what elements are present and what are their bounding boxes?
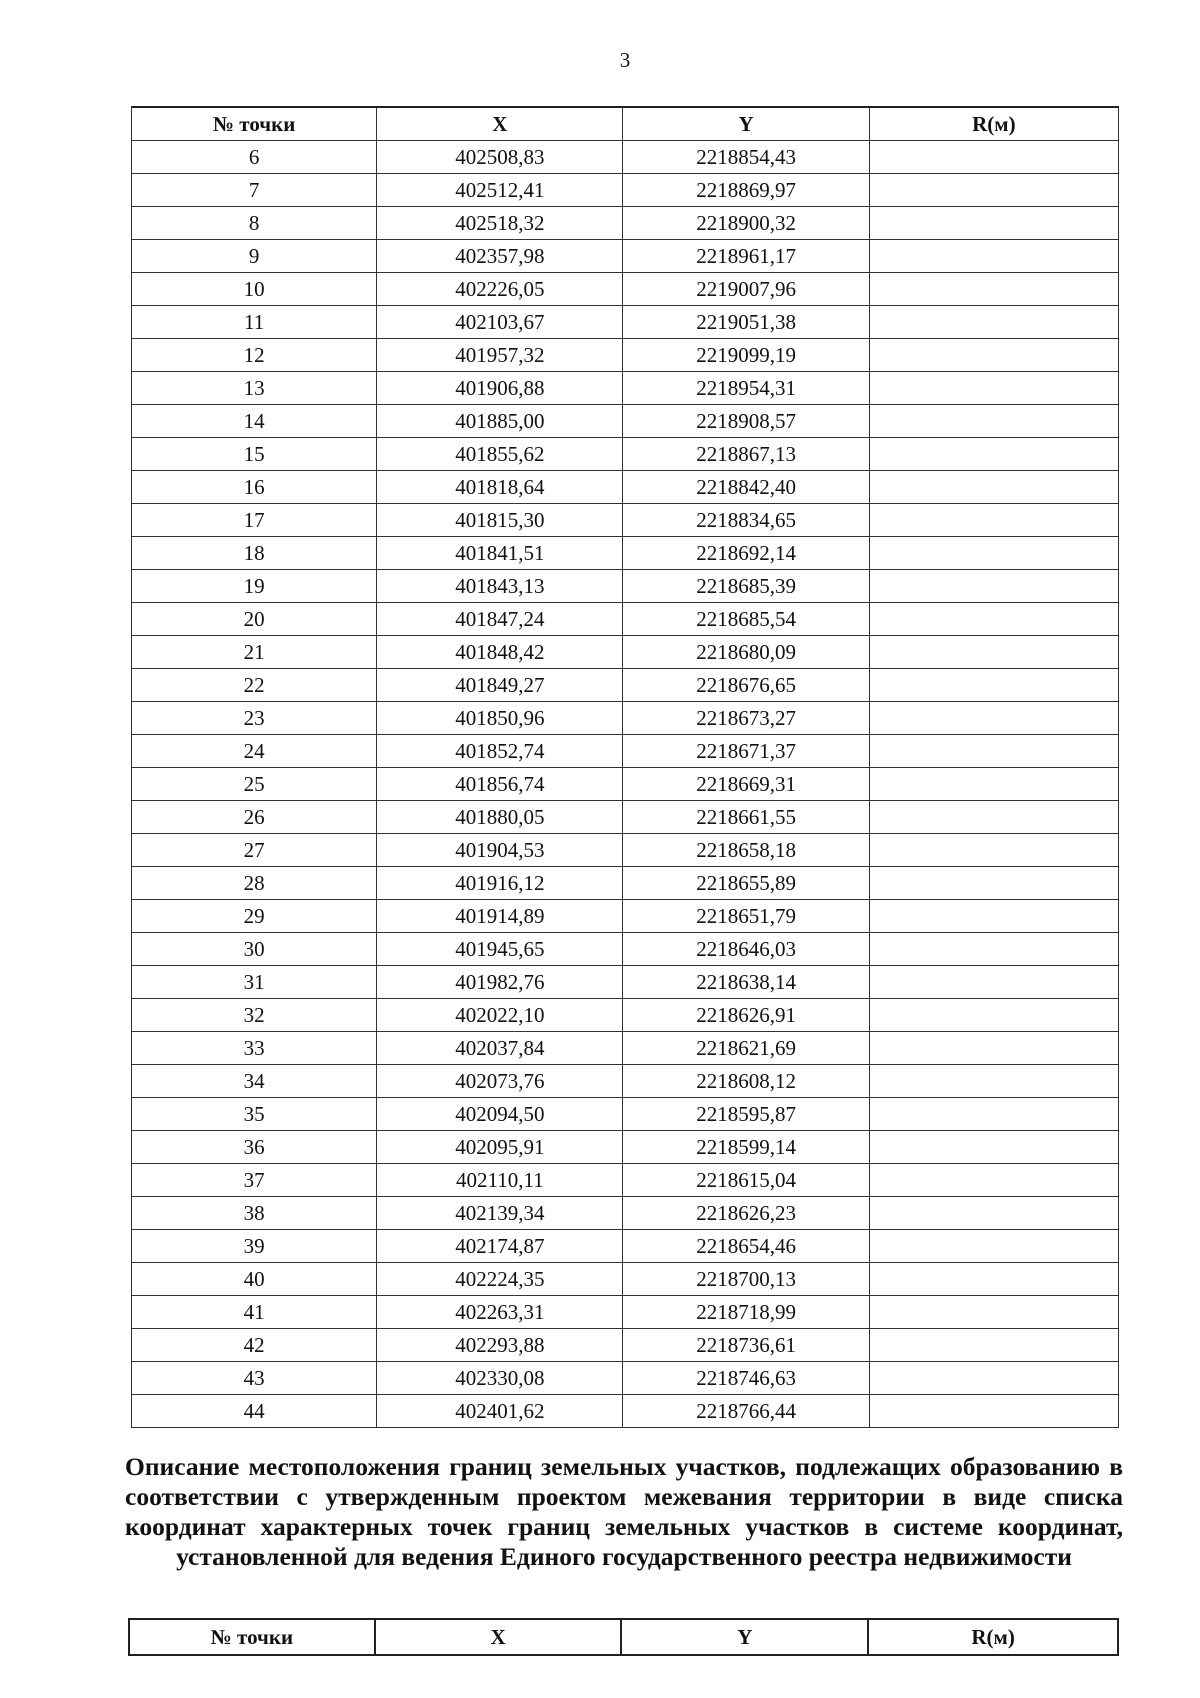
cell-point-number: 28 bbox=[132, 867, 377, 900]
table-row bbox=[132, 339, 1119, 372]
cell-point-number: 44 bbox=[132, 1395, 377, 1428]
cell-x: 402512,41 bbox=[377, 174, 623, 207]
cell-x: 402263,31 bbox=[377, 1296, 623, 1329]
cell-point-number: 11 bbox=[132, 306, 377, 339]
cell-y: 2218638,14 bbox=[623, 966, 869, 999]
cell-radius bbox=[869, 471, 1118, 504]
cell-x: 401815,30 bbox=[377, 504, 623, 537]
cell-y: 2219007,96 bbox=[623, 273, 869, 306]
page-number: 3 bbox=[619, 48, 631, 72]
cell-y: 2218673,27 bbox=[623, 702, 869, 735]
cell-radius bbox=[869, 1230, 1118, 1263]
cell-y: 2218626,91 bbox=[623, 999, 869, 1032]
cell-point-number: 20 bbox=[132, 603, 377, 636]
header-y: Y bbox=[623, 107, 869, 141]
cell-radius bbox=[869, 240, 1118, 273]
cell-x: 402037,84 bbox=[377, 1032, 623, 1065]
cell-radius bbox=[869, 933, 1118, 966]
cell-x: 402103,67 bbox=[377, 306, 623, 339]
cell-y: 2218680,09 bbox=[623, 636, 869, 669]
header-x: X bbox=[375, 1619, 622, 1655]
table-row bbox=[132, 1395, 1119, 1428]
cell-point-number: 16 bbox=[132, 471, 377, 504]
table-row bbox=[132, 471, 1119, 504]
table-row bbox=[132, 306, 1119, 339]
cell-y: 2218700,13 bbox=[623, 1263, 869, 1296]
cell-x: 401843,13 bbox=[377, 570, 623, 603]
cell-y: 2218685,39 bbox=[623, 570, 869, 603]
cell-y: 2218646,03 bbox=[623, 933, 869, 966]
cell-y: 2218954,31 bbox=[623, 372, 869, 405]
cell-radius bbox=[869, 603, 1118, 636]
cell-x: 402330,08 bbox=[377, 1362, 623, 1395]
cell-x: 402357,98 bbox=[377, 240, 623, 273]
table-row bbox=[132, 603, 1119, 636]
cell-point-number: 23 bbox=[132, 702, 377, 735]
cell-radius bbox=[869, 405, 1118, 438]
cell-radius bbox=[869, 372, 1118, 405]
cell-radius bbox=[869, 834, 1118, 867]
table-row bbox=[132, 999, 1119, 1032]
cell-point-number: 42 bbox=[132, 1329, 377, 1362]
cell-radius bbox=[869, 999, 1118, 1032]
cell-y: 2218595,87 bbox=[623, 1098, 869, 1131]
table-row bbox=[132, 570, 1119, 603]
cell-x: 402073,76 bbox=[377, 1065, 623, 1098]
table-row bbox=[132, 207, 1119, 240]
cell-radius bbox=[869, 1263, 1118, 1296]
table-header-row bbox=[129, 1619, 1118, 1655]
cell-point-number: 40 bbox=[132, 1263, 377, 1296]
cell-radius bbox=[869, 174, 1118, 207]
cell-y: 2218692,14 bbox=[623, 537, 869, 570]
coordinates-table-2 bbox=[128, 1618, 1119, 1656]
table-row bbox=[132, 372, 1119, 405]
cell-radius bbox=[869, 339, 1118, 372]
cell-point-number: 7 bbox=[132, 174, 377, 207]
cell-point-number: 12 bbox=[132, 339, 377, 372]
cell-x: 402401,62 bbox=[377, 1395, 623, 1428]
cell-point-number: 27 bbox=[132, 834, 377, 867]
cell-y: 2218746,63 bbox=[623, 1362, 869, 1395]
cell-x: 402508,83 bbox=[377, 141, 623, 174]
cell-radius bbox=[869, 1362, 1118, 1395]
cell-radius bbox=[869, 1395, 1118, 1428]
cell-radius bbox=[869, 966, 1118, 999]
cell-x: 402518,32 bbox=[377, 207, 623, 240]
cell-x: 401847,24 bbox=[377, 603, 623, 636]
cell-point-number: 30 bbox=[132, 933, 377, 966]
table-row bbox=[132, 1098, 1119, 1131]
cell-point-number: 29 bbox=[132, 900, 377, 933]
table-row bbox=[132, 1230, 1119, 1263]
cell-radius bbox=[869, 1131, 1118, 1164]
table-row bbox=[132, 933, 1119, 966]
cell-y: 2218621,69 bbox=[623, 1032, 869, 1065]
cell-y: 2219099,19 bbox=[623, 339, 869, 372]
cell-point-number: 19 bbox=[132, 570, 377, 603]
table-row bbox=[132, 1164, 1119, 1197]
cell-y: 2218655,89 bbox=[623, 867, 869, 900]
cell-radius bbox=[869, 636, 1118, 669]
cell-radius bbox=[869, 141, 1118, 174]
cell-radius bbox=[869, 273, 1118, 306]
table-row bbox=[132, 537, 1119, 570]
table-row bbox=[132, 174, 1119, 207]
cell-radius bbox=[869, 570, 1118, 603]
cell-x: 401916,12 bbox=[377, 867, 623, 900]
cell-x: 401856,74 bbox=[377, 768, 623, 801]
cell-y: 2218608,12 bbox=[623, 1065, 869, 1098]
table-row bbox=[132, 702, 1119, 735]
cell-y: 2218834,65 bbox=[623, 504, 869, 537]
cell-x: 401848,42 bbox=[377, 636, 623, 669]
table-row bbox=[132, 240, 1119, 273]
cell-point-number: 25 bbox=[132, 768, 377, 801]
cell-x: 401885,00 bbox=[377, 405, 623, 438]
cell-y: 2218669,31 bbox=[623, 768, 869, 801]
cell-point-number: 34 bbox=[132, 1065, 377, 1098]
section-description: Описание местоположения границ земельных участков, подлежащих образованию в соответствии с утвержденным проектом межевания территории в виде списка координат характерных точек границ земельных участков в системе координат, установленной для ведения Единого государственного реестра недвижимости bbox=[125, 1452, 1123, 1571]
cell-point-number: 41 bbox=[132, 1296, 377, 1329]
cell-radius bbox=[869, 1032, 1118, 1065]
cell-y: 2218658,18 bbox=[623, 834, 869, 867]
cell-radius bbox=[869, 867, 1118, 900]
cell-radius bbox=[869, 1197, 1118, 1230]
cell-point-number: 10 bbox=[132, 273, 377, 306]
table-row bbox=[132, 1065, 1119, 1098]
header-point-number: № точки bbox=[129, 1619, 375, 1655]
table-row bbox=[132, 1197, 1119, 1230]
cell-point-number: 39 bbox=[132, 1230, 377, 1263]
cell-radius bbox=[869, 1065, 1118, 1098]
cell-y: 2218736,61 bbox=[623, 1329, 869, 1362]
cell-y: 2219051,38 bbox=[623, 306, 869, 339]
cell-x: 401841,51 bbox=[377, 537, 623, 570]
cell-y: 2218766,44 bbox=[623, 1395, 869, 1428]
table-row bbox=[132, 669, 1119, 702]
table-row bbox=[132, 405, 1119, 438]
cell-point-number: 43 bbox=[132, 1362, 377, 1395]
table-row bbox=[132, 273, 1119, 306]
cell-y: 2218900,32 bbox=[623, 207, 869, 240]
cell-y: 2218718,99 bbox=[623, 1296, 869, 1329]
table-row bbox=[132, 1296, 1119, 1329]
cell-point-number: 26 bbox=[132, 801, 377, 834]
cell-y: 2218685,54 bbox=[623, 603, 869, 636]
cell-x: 402110,11 bbox=[377, 1164, 623, 1197]
cell-x: 401914,89 bbox=[377, 900, 623, 933]
table-row bbox=[132, 768, 1119, 801]
cell-radius bbox=[869, 438, 1118, 471]
table-row bbox=[132, 735, 1119, 768]
table-row bbox=[132, 1263, 1119, 1296]
cell-point-number: 15 bbox=[132, 438, 377, 471]
cell-point-number: 31 bbox=[132, 966, 377, 999]
cell-x: 402139,34 bbox=[377, 1197, 623, 1230]
cell-point-number: 17 bbox=[132, 504, 377, 537]
table-header-row bbox=[132, 107, 1119, 141]
cell-x: 401906,88 bbox=[377, 372, 623, 405]
cell-x: 401880,05 bbox=[377, 801, 623, 834]
table-row bbox=[132, 438, 1119, 471]
cell-x: 402293,88 bbox=[377, 1329, 623, 1362]
table-row bbox=[132, 141, 1119, 174]
table-row bbox=[132, 504, 1119, 537]
cell-y: 2218961,17 bbox=[623, 240, 869, 273]
cell-radius bbox=[869, 768, 1118, 801]
cell-radius bbox=[869, 1329, 1118, 1362]
cell-point-number: 9 bbox=[132, 240, 377, 273]
cell-y: 2218676,65 bbox=[623, 669, 869, 702]
cell-y: 2218599,14 bbox=[623, 1131, 869, 1164]
cell-x: 401957,32 bbox=[377, 339, 623, 372]
cell-y: 2218869,97 bbox=[623, 174, 869, 207]
table-row bbox=[132, 900, 1119, 933]
cell-radius bbox=[869, 702, 1118, 735]
table-row bbox=[132, 801, 1119, 834]
table-row bbox=[132, 636, 1119, 669]
cell-y: 2218867,13 bbox=[623, 438, 869, 471]
cell-x: 402095,91 bbox=[377, 1131, 623, 1164]
cell-x: 401818,64 bbox=[377, 471, 623, 504]
cell-point-number: 22 bbox=[132, 669, 377, 702]
header-radius: R(м) bbox=[868, 1619, 1118, 1655]
cell-point-number: 35 bbox=[132, 1098, 377, 1131]
table-row bbox=[132, 1032, 1119, 1065]
cell-point-number: 32 bbox=[132, 999, 377, 1032]
cell-y: 2218626,23 bbox=[623, 1197, 869, 1230]
table-row bbox=[132, 1362, 1119, 1395]
header-y: Y bbox=[621, 1619, 868, 1655]
cell-radius bbox=[869, 306, 1118, 339]
cell-radius bbox=[869, 801, 1118, 834]
cell-radius bbox=[869, 537, 1118, 570]
header-x: X bbox=[377, 107, 623, 141]
cell-x: 402094,50 bbox=[377, 1098, 623, 1131]
cell-x: 402224,35 bbox=[377, 1263, 623, 1296]
cell-point-number: 36 bbox=[132, 1131, 377, 1164]
cell-point-number: 8 bbox=[132, 207, 377, 240]
coordinates-table bbox=[131, 106, 1119, 1428]
table-row bbox=[132, 1329, 1119, 1362]
cell-radius bbox=[869, 207, 1118, 240]
cell-y: 2218651,79 bbox=[623, 900, 869, 933]
cell-y: 2218908,57 bbox=[623, 405, 869, 438]
table-row bbox=[132, 1131, 1119, 1164]
cell-x: 401855,62 bbox=[377, 438, 623, 471]
header-radius: R(м) bbox=[869, 107, 1118, 141]
cell-radius bbox=[869, 1164, 1118, 1197]
cell-point-number: 13 bbox=[132, 372, 377, 405]
cell-x: 401904,53 bbox=[377, 834, 623, 867]
cell-radius bbox=[869, 900, 1118, 933]
cell-radius bbox=[869, 504, 1118, 537]
cell-point-number: 6 bbox=[132, 141, 377, 174]
cell-point-number: 18 bbox=[132, 537, 377, 570]
cell-x: 402022,10 bbox=[377, 999, 623, 1032]
cell-point-number: 33 bbox=[132, 1032, 377, 1065]
cell-y: 2218615,04 bbox=[623, 1164, 869, 1197]
cell-y: 2218671,37 bbox=[623, 735, 869, 768]
table-row bbox=[132, 966, 1119, 999]
cell-radius bbox=[869, 1296, 1118, 1329]
cell-point-number: 24 bbox=[132, 735, 377, 768]
cell-point-number: 37 bbox=[132, 1164, 377, 1197]
cell-x: 402174,87 bbox=[377, 1230, 623, 1263]
cell-point-number: 14 bbox=[132, 405, 377, 438]
cell-x: 401850,96 bbox=[377, 702, 623, 735]
cell-point-number: 21 bbox=[132, 636, 377, 669]
cell-x: 402226,05 bbox=[377, 273, 623, 306]
cell-y: 2218854,43 bbox=[623, 141, 869, 174]
table-row bbox=[132, 834, 1119, 867]
cell-radius bbox=[869, 669, 1118, 702]
cell-y: 2218661,55 bbox=[623, 801, 869, 834]
cell-radius bbox=[869, 1098, 1118, 1131]
cell-x: 401945,65 bbox=[377, 933, 623, 966]
table-row bbox=[132, 867, 1119, 900]
header-point-number: № точки bbox=[132, 107, 377, 141]
cell-x: 401852,74 bbox=[377, 735, 623, 768]
cell-y: 2218842,40 bbox=[623, 471, 869, 504]
cell-point-number: 38 bbox=[132, 1197, 377, 1230]
cell-x: 401849,27 bbox=[377, 669, 623, 702]
cell-y: 2218654,46 bbox=[623, 1230, 869, 1263]
cell-radius bbox=[869, 735, 1118, 768]
cell-x: 401982,76 bbox=[377, 966, 623, 999]
